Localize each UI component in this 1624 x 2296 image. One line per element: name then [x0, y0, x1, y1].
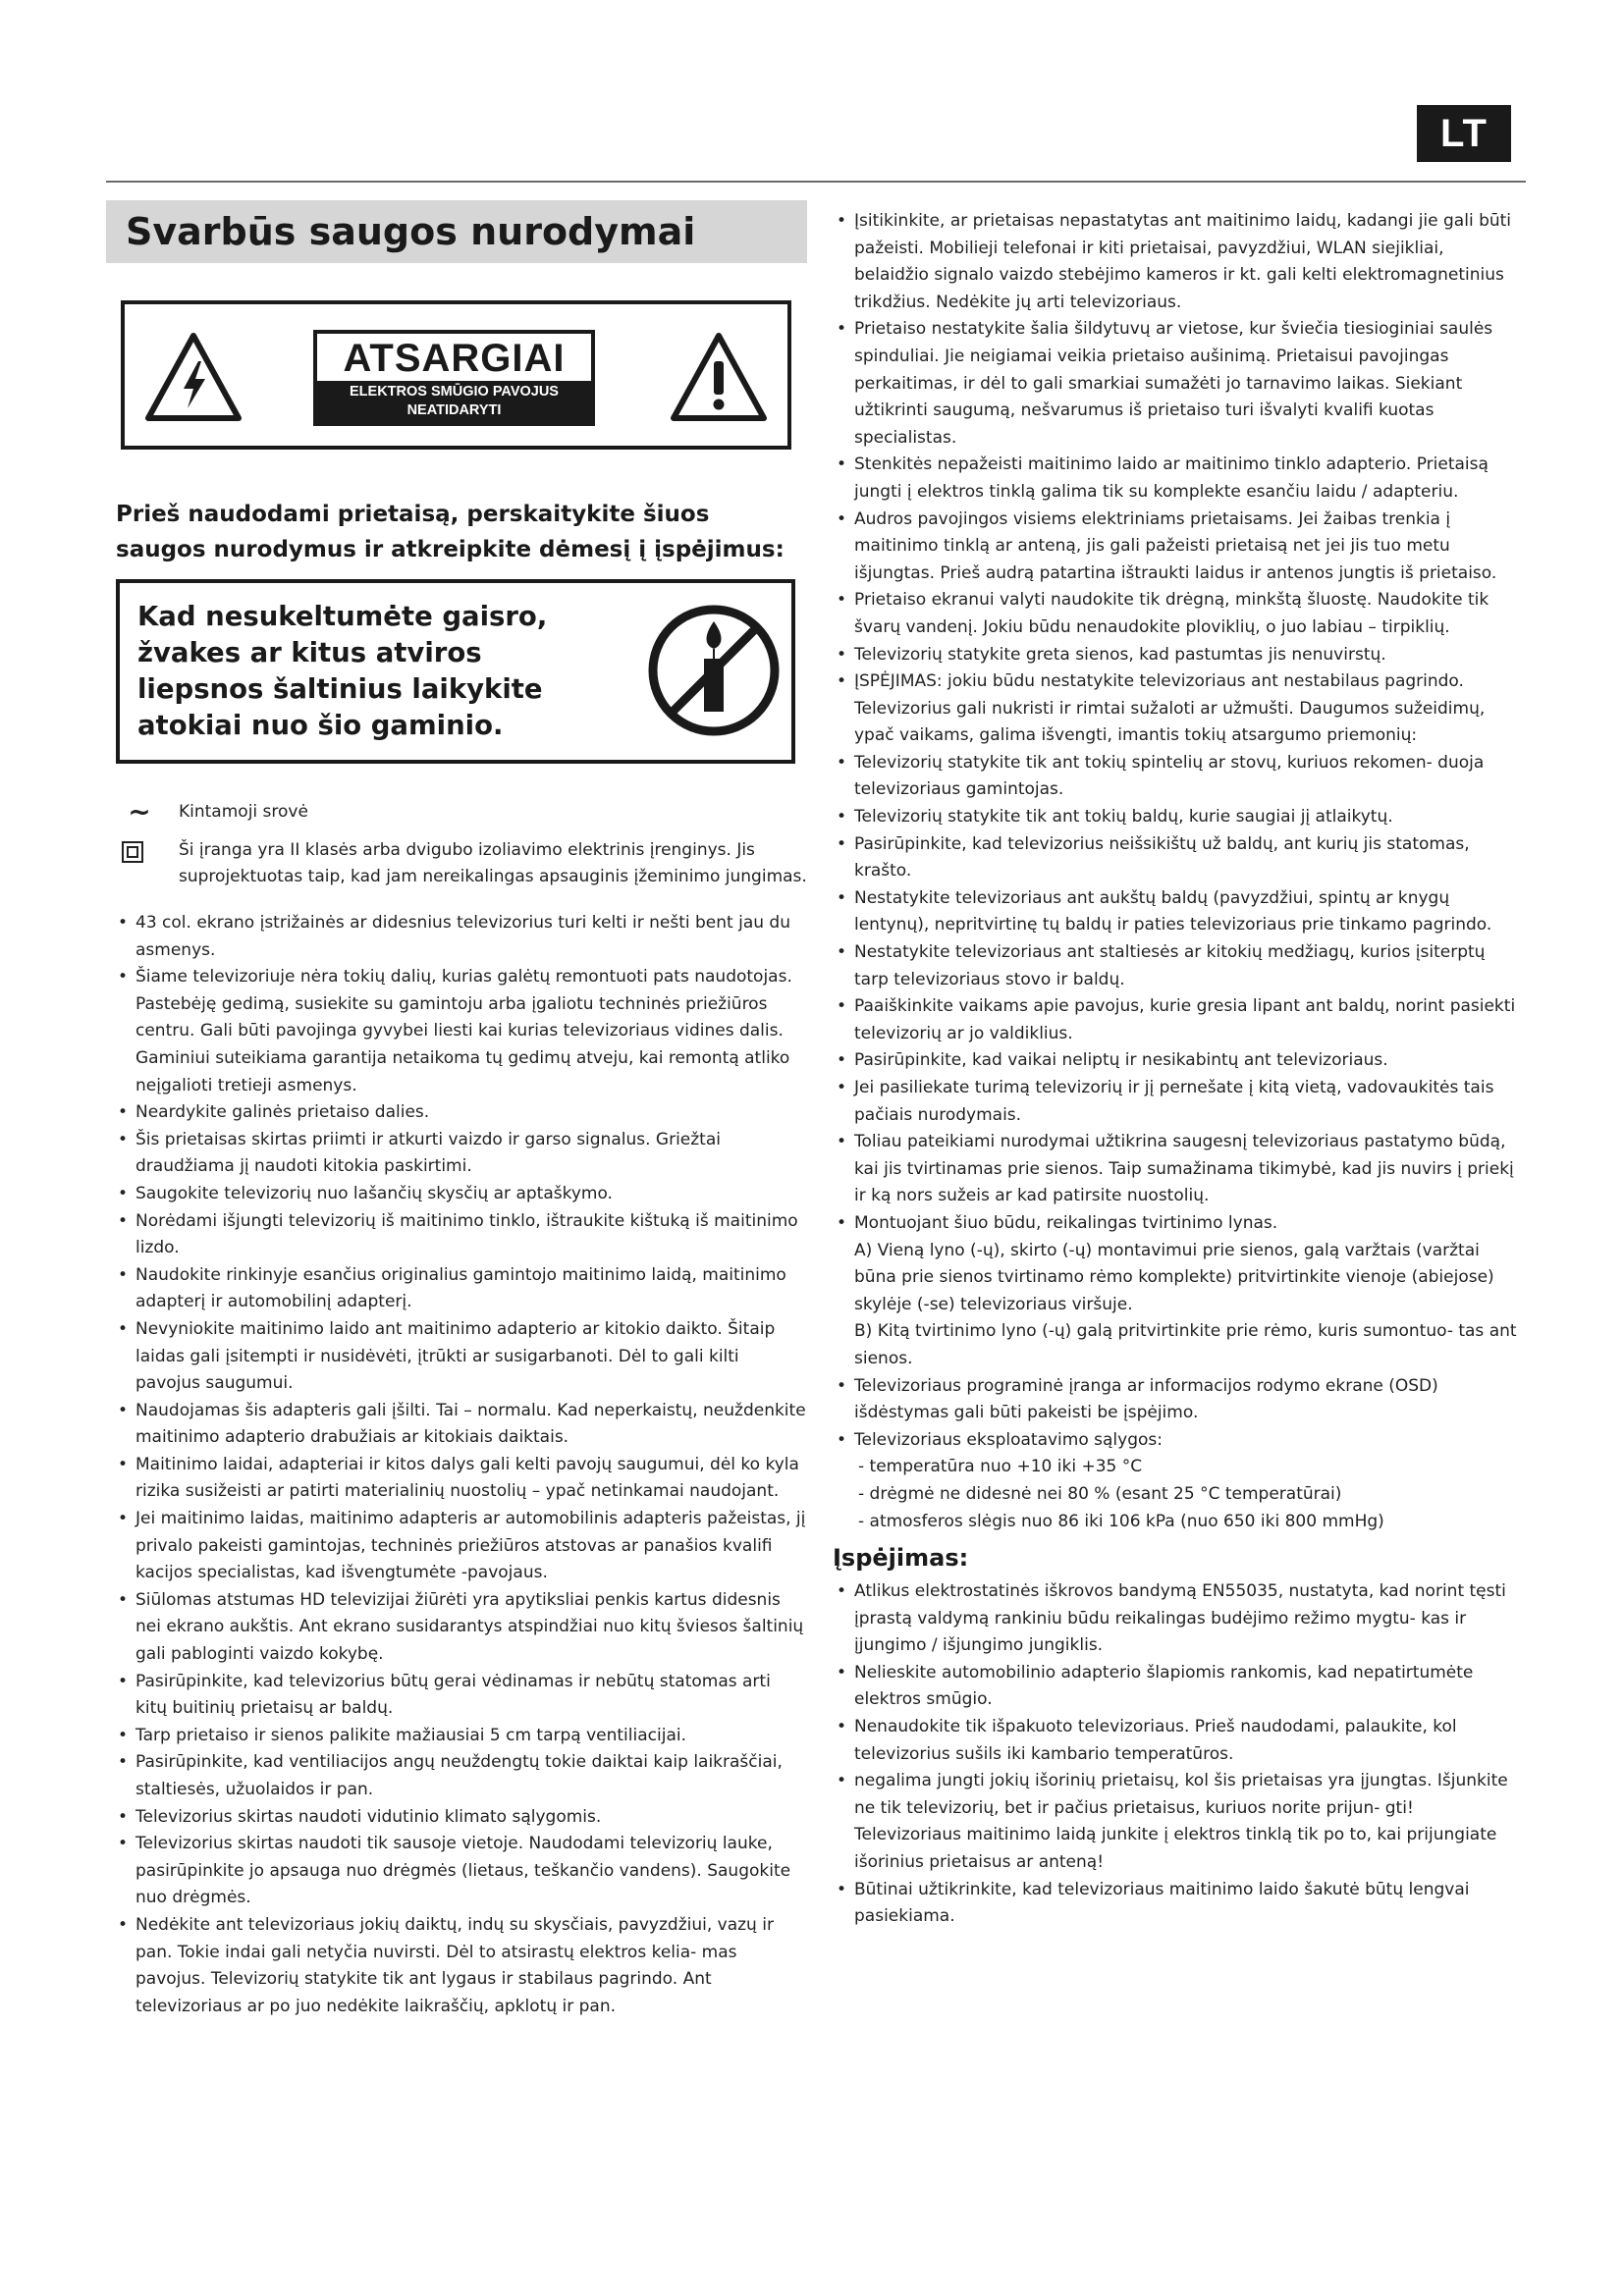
condition-item: - drėgmė ne didesnė nei 80 % (esant 25 °C temperatūrai) [858, 1483, 1342, 1504]
list-item: • Norėdami išjungti televizorių iš maitinimo tinklo, ištraukite kištuką iš maitinimo lizdo. [114, 1208, 807, 1262]
warnings-heading: Įspėjimas: [833, 1544, 969, 1573]
right-bullet-list [833, 208, 1520, 1535]
list-item: • Televizorių statykite greta sienos, kad pastumtas jis nenuvirstų. [833, 642, 1520, 669]
list-item: • Televizoriaus programinė įranga ar informacijos rodymo ekrane (OSD) išdėstymas gali būti pakeisti be įspėjimo. [833, 1373, 1520, 1427]
fire-warning-box [116, 579, 795, 764]
caution-subtitle [317, 381, 591, 422]
fire-warning-line: atokiai nuo šio gaminio. [137, 710, 504, 741]
caution-line-1: ELEKTROS SMŪGIO PAVOJUS [350, 384, 559, 400]
list-item: • Nestatykite televizoriaus ant staltiesės ar kitokių medžiagų, kurios įsiterptų tarp televizoriaus stovo ir baldų. [833, 939, 1520, 993]
page-title: Svarbūs saugos nurodymai [106, 200, 807, 263]
list-item: • Pasirūpinkite, kad vaikai neliptų ir nesikabintų ant televizoriaus. [833, 1047, 1520, 1075]
list-item: • Nedėkite ant televizoriaus jokių daiktų, indų su skysčiais, pavyzdžiui, vazų ir pan. Tokie indai gali netyčia nuvirsti. Dėl to atsirastų elektros kelia- mas pavojus. Televizorių statykite tik ant lygaus ir stabilaus pagrindo. Ant televizoriaus ar po juo nedėkite laikraščių, apklotų ir pan. [114, 1912, 807, 2020]
list-item: • Nevyniokite maitinimo laido ant maitinimo adapterio ar kitokio daikto. Šitaip laidas gali įsitempti ir nusidėvėti, įtrūkti ar susigarbanoti. Dėl to gali kilti pavojus saugumui. [114, 1316, 807, 1398]
right-column [833, 208, 1520, 1931]
list-item: • Audros pavojingos visiems elektriniams prietaisams. Jei žaibas trenkia į maitinimo tinklą ar anteną, jis gali pažeisti prietaisą net jei jis tuo metu išjungtas. Prieš audrą patartina ištraukti laidus ir antenos jungtis iš prietaiso. [833, 507, 1520, 588]
warning-item: • negalima jungti jokių išorinių prietaisų, kol šis prietaisas yra įjungtas. Išjunkite ne tik televizorių, bet ir pačius prietaisus, kuriuos norite prijun- gti! Televizoriaus maitinimo laidą junkite į elektros tinklą tik po to, kai prijungiate išorinius prietaisus ar anteną! [833, 1768, 1520, 1876]
intro-heading [116, 497, 807, 567]
condition-item: - temperatūra nuo +10 iki +35 °C [858, 1457, 1143, 1477]
list-item: • Prietaiso ekranui valyti naudokite tik drėgną, minkštą šluostę. Naudokite tik švarų vandenį. Jokiu būdu nenaudokite ploviklių, o juo labiau – tirpiklių. [833, 587, 1520, 641]
operating-conditions-heading: • Televizoriaus eksploatavimo sąlygos: [854, 1429, 1163, 1450]
list-item: • Pasirūpinkite, kad televizorius būtų gerai vėdinamas ir nebūtų statomas arti kitų buitinių prietaisų ar baldų. [114, 1669, 807, 1723]
caution-panel [313, 330, 595, 426]
language-badge: LT [1417, 105, 1511, 162]
list-item: • Prietaiso nestatykite šalia šildytuvų ar vietose, kur šviečia tiesioginiai saulės spinduliai. Jie neigiamai veikia prietaiso aušinimą. Prietaisui pavojingas perkaitimas, ir dėl to gali smarkiai sumažėti jo tarnavimo laikas. Siekiant užtikrinti saugumą, nešvarumus iš prietaiso turi išvalyti kvalifi kuotas specialistas. [833, 316, 1520, 452]
list-item: • Televizorius skirtas naudoti tik sausoje vietoje. Naudodami televizorių lauke, pasirūpinkite jo apsauga nuo drėgmės (lietaus, teškančio vandens). Saugokite nuo drėgmės. [114, 1831, 807, 1912]
header-rule [106, 181, 1526, 183]
wall-mount-heading: • Montuojant šiuo būdu, reikalingas tvirtinimo lynas. [854, 1212, 1278, 1233]
list-item: • Toliau pateikiami nurodymai užtikrina saugesnį televizoriaus pastatymo būdą, kai jis tvirtinamas prie sienos. Taip sumažinama tikimybė, kad jis nuvirs į priekį ir ką nors sužeis ar kad patirsite nuostolių. [833, 1129, 1520, 1210]
no-open-flame-icon [645, 602, 783, 739]
list-item: • Nestatykite televizoriaus ant aukštų baldų (pavyzdžiui, spintų ar knygų lentynų), nepritvirtinę tų baldų ir paties televizoriaus prie tinkamo pagrindo. [833, 885, 1520, 939]
list-item: • Naudojamas šis adapteris gali įšilti. Tai – normalu. Kad neperkaistų, neuždenkite maitinimo adapterio drabužiais ar kitokiais daiktais. [114, 1398, 807, 1452]
caution-line-2: NEATIDARYTI [406, 402, 502, 418]
exclamation-warning-icon [670, 332, 768, 422]
list-item: • Neardykite galinės prietaiso dalies. [114, 1099, 807, 1127]
fire-warning-line: liepsnos šaltinius laikykite [137, 673, 543, 705]
list-item: • Televizorių statykite tik ant tokių spintelių ar stovų, kuriuos rekomen- duoja televizoriaus gamintojas. [833, 750, 1520, 804]
list-item: • Paaiškinkite vaikams apie pavojus, kurie gresia lipant ant baldų, norint pasiekti televizorių ar jo valdiklius. [833, 993, 1520, 1047]
electric-shock-warning-icon [144, 332, 243, 422]
list-item: • 43 col. ekrano įstrižainės ar didesnius televizorius turi kelti ir nešti bent jau du asmenys. [114, 910, 807, 964]
warning-item: • Atlikus elektrostatinės iškrovos bandymą EN55035, nustatyta, kad norint tęsti įprastą valdymą rankiniu būdu reikalingas budėjimo režimo mygtu- kas ir įjungimo / išjungimo jungiklis. [833, 1578, 1520, 1660]
intro-line-2: saugos nurodymus ir atkreipkite dėmesį į įspėjimus: [116, 537, 785, 562]
list-item: • Naudokite rinkinyje esančius originalius gamintojo maitinimo laidą, maitinimo adapterį ir automobilinį adapterį. [114, 1262, 807, 1316]
list-item: • Siūlomas atstumas HD televizijai žiūrėti yra apytiksliai penkis kartus didesnis nei ekrano aukštis. Ant ekrano susidarantys atspindžiai nuo kitų šviesos šaltinių gali pabloginti vaizdo kokybę. [114, 1587, 807, 1669]
wall-mount-item [833, 1210, 1520, 1373]
list-item: • Maitinimo laidai, adapteriai ir kitos dalys gali kelti pavojų saugumui, dėl ko kyla rizika susižeisti ar patirti materialinių nuostolių – ypač netinkamai naudojant. [114, 1452, 807, 1506]
list-item: • Šiame televizoriuje nėra tokių dalių, kurias galėtų remontuoti pats naudotojas. Pastebėję gedimą, susiekite su gamintoju arba įgaliotu techninės priežiūros centru. Gali būti pavojinga gyvybei liesti kai kurias televizoriaus vidines dalis. Gaminiui suteikiama garantija netaikoma tų gedimų atveju, kai remontą atliko neįgalioti tretieji asmenys. [114, 964, 807, 1099]
left-column [106, 200, 807, 2020]
warnings-list [833, 1578, 1520, 1931]
class2-symbol-row [120, 837, 807, 890]
list-item: • Televizorius skirtas naudoti vidutinio klimato sąlygomis. [114, 1804, 807, 1832]
list-item: • ĮSPĖJIMAS: jokiu būdu nestatykite televizoriaus ant nestabilaus pagrindo. Televizorius gali nukristi ir rimtai sužaloti ar užmušti. Daugumos sužeidimų, ypač vaikams, galima išvengti, imantis tokių atsargumo priemonių: [833, 668, 1520, 750]
list-item: • Saugokite televizorių nuo lašančių skysčių ar aptaškymo. [114, 1181, 807, 1208]
class2-symbol-text: Ši įranga yra II klasės arba dvigubo izoliavimo elektrinis įrenginys. Jis suprojektuotas taip, kad jam nereikalingas apsauginis įžeminimo jungimas. [179, 840, 807, 886]
caution-title: ATSARGIAI [343, 337, 566, 380]
warning-item: • Nelieskite automobilinio adapterio šlapiomis rankomis, kad nepatirtumėte elektros smūgio. [833, 1660, 1520, 1714]
intro-line-1: Prieš naudodami prietaisą, perskaitykite šiuos [116, 502, 710, 527]
list-item: • Šis prietaisas skirtas priimti ir atkurti vaizdo ir garso signalus. Griežtai draudžiama jį naudoti kitokia paskirtimi. [114, 1127, 807, 1181]
list-item: • Pasirūpinkite, kad televizorius neišsikištų už baldų, ant kurių jis statomas, krašto. [833, 831, 1520, 885]
warning-item: • Nenaudokite tik išpakuoto televizoriaus. Prieš naudodami, palaukite, kol televizorius sušils iki kambario temperatūros. [833, 1714, 1520, 1768]
fire-warning-line: Kad nesukeltumėte gaisro, [137, 601, 548, 632]
list-item: • Jei pasiliekate turimą televizorių ir jį pernešate į kitą vietą, vadovaukitės tais pačiais nurodymais. [833, 1075, 1520, 1129]
operating-conditions-item [833, 1427, 1520, 1535]
wall-mount-step-a: A) Vieną lyno (-ų), skirto (-ų) montavimui prie sienos, galą varžtais (varžtai būna prie sienos tvirtinamo rėmo komplekte) pritvirtinkite vienoje (abiejose) skylėje (-se) televizoriaus viršuje. [854, 1240, 1494, 1314]
alternating-current-icon: ~ [128, 795, 151, 828]
list-item: • Televizorių statykite tik ant tokių baldų, kurie saugiai jį atlaikytų. [833, 804, 1520, 831]
wall-mount-step-b: B) Kitą tvirtinimo lyno (-ų) galą pritvirtinkite prie rėmo, kuris sumontuo- tas ant sienos. [854, 1321, 1517, 1368]
condition-item: - atmosferos slėgis nuo 86 iki 106 kPa (nuo 650 iki 800 mmHg) [858, 1511, 1384, 1531]
list-item: • Įsitikinkite, ar prietaisas nepastatytas ant maitinimo laidų, kadangi jie gali būti pažeisti. Mobilieji telefonai ir kiti prietaisai, pavyzdžiui, WLAN siejikliai, belaidžio signalo vaizdo stebėjimo kameros ir kt. gali kelti elektromagnetinius trikdžius. Nedėkite jų arti televizoriaus. [833, 208, 1520, 316]
fire-warning-line: žvakes ar kitus atviros [137, 637, 482, 668]
list-item: • Tarp prietaiso ir sienos palikite mažiausiai 5 cm tarpą ventiliacijai. [114, 1723, 807, 1750]
symbol-legend [120, 795, 807, 890]
ac-symbol-row [120, 795, 807, 828]
ac-symbol-label: Kintamoji srovė [179, 802, 308, 822]
list-item: • Jei maitinimo laidas, maitinimo adapteris ar automobilinis adapteris pažeistas, jį privalo pakeisti gamintojas, techninės priežiūros atstovas ar panašios kvalifi kacijos specialistas, kad išvengtumėte -pavojaus. [114, 1506, 807, 1587]
fire-warning-text [137, 599, 599, 744]
warning-item: • Būtinai užtikrinkite, kad televizoriaus maitinimo laido šakutė būtų lengvai pasiekiama. [833, 1877, 1520, 1931]
caution-label [121, 300, 791, 450]
operating-conditions-list [854, 1454, 1520, 1535]
list-item: • Pasirūpinkite, kad ventiliacijos angų neuždengtų tokie daiktai kaip laikraščiai, staltiesės, užuolaidos ir pan. [114, 1749, 807, 1803]
left-bullet-list [114, 910, 807, 2020]
list-item: • Stenkitės nepažeisti maitinimo laido ar maitinimo tinklo adapterio. Prietaisą jungti į elektros tinklą galima tik su komplekte esančiu laidu / adapteriu. [833, 452, 1520, 506]
